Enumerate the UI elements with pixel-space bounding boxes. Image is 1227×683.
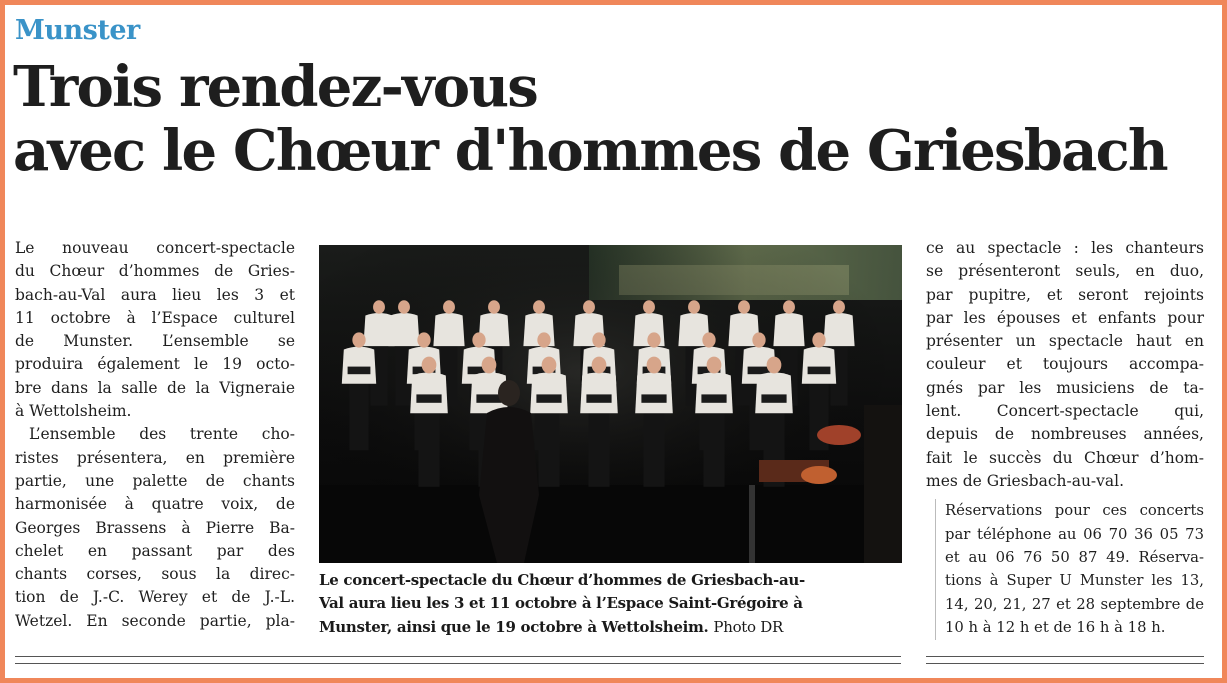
text-line: 11 octobre à l’Espace culturel — [15, 308, 295, 327]
caption-line: Val aura lieu les 3 et 11 octobre à l’Espace Saint-Grégoire à — [319, 594, 803, 613]
text-line: à Wettolsheim. — [15, 402, 132, 421]
text-line: L’ensemble des trente cho- — [29, 425, 295, 444]
text-line: tion de J.-C. Werey et de J.-L. — [15, 588, 295, 607]
text-line: mes de Griesbach-au-val. — [926, 471, 1125, 490]
text-line: produira également le 19 octo- — [15, 355, 295, 374]
text-line: tions à Super U Munster les 13, — [945, 572, 1204, 590]
article-page — [5, 5, 1222, 678]
text-line: se présenteront seuls, en duo, — [926, 262, 1204, 281]
text-line: Wetzel. En seconde partie, pla- — [15, 611, 295, 630]
caption-line: Le concert-spectacle du Chœur d’hommes de Griesbach-au- — [319, 571, 805, 589]
text-line: chelet en passant par des — [15, 541, 295, 560]
bottom-rule — [15, 656, 901, 657]
headline-line-1: Trois rendez-vous — [13, 54, 537, 120]
caption-text: Munster, ainsi que le 19 octobre à Wettolsheim. — [319, 617, 709, 636]
text-line: lent. Concert-spectacle qui, — [926, 402, 1204, 421]
choir-photo-image — [319, 245, 902, 563]
text-line: et au 06 76 50 87 49. Réserva- — [945, 549, 1204, 567]
text-line: Réservations pour ces concerts — [945, 502, 1204, 520]
column-right — [926, 237, 1204, 640]
text-line: Georges Brassens à Pierre Ba- — [15, 518, 295, 537]
bottom-rule — [926, 663, 1204, 664]
bottom-rule — [15, 663, 901, 664]
headline — [13, 55, 1218, 183]
choir-photo — [319, 245, 902, 563]
text-line: couleur et toujours accompa- — [926, 355, 1204, 374]
text-line: de Munster. L’ensemble se — [15, 332, 295, 351]
text-line: Le nouveau concert-spectacle — [15, 239, 295, 257]
reservations-box — [935, 499, 1204, 639]
headline-line-2: avec le Chœur d'hommes de Griesbach — [13, 118, 1167, 184]
text-line: depuis de nombreuses années, — [926, 425, 1204, 444]
text-line: 10 h à 12 h et de 16 h à 18 h. — [945, 619, 1166, 637]
text-line: 14, 20, 21, 27 et 28 septembre de — [945, 595, 1204, 613]
section-kicker: Munster — [15, 15, 140, 46]
text-line: ce au spectacle : les chanteurs — [926, 239, 1204, 257]
photo-credit: Photo DR — [713, 617, 783, 636]
column-left — [15, 237, 295, 633]
text-line: harmonisée à quatre voix, de — [15, 495, 295, 514]
caption-line — [319, 616, 889, 639]
photo-caption — [319, 569, 889, 639]
text-line: du Chœur d’hommes de Gries- — [15, 262, 295, 281]
text-line: gnés par les musiciens de ta- — [926, 378, 1204, 397]
text-line: chants corses, sous la direc- — [15, 565, 295, 584]
text-line: par les épouses et enfants pour — [926, 308, 1204, 327]
text-line: par téléphone au 06 70 36 05 73 — [945, 525, 1204, 543]
text-line: fait le succès du Chœur d’hom- — [926, 448, 1204, 467]
text-line: présenter un spectacle haut en — [926, 332, 1204, 351]
text-line: par pupitre, et seront rejoints — [926, 285, 1204, 304]
bottom-rule — [926, 656, 1204, 657]
text-line: bre dans la salle de la Vigneraie — [15, 378, 295, 397]
text-line: partie, une palette de chants — [15, 471, 295, 490]
text-line: bach-au-Val aura lieu les 3 et — [15, 285, 295, 304]
text-line: ristes présentera, en première — [15, 448, 295, 467]
